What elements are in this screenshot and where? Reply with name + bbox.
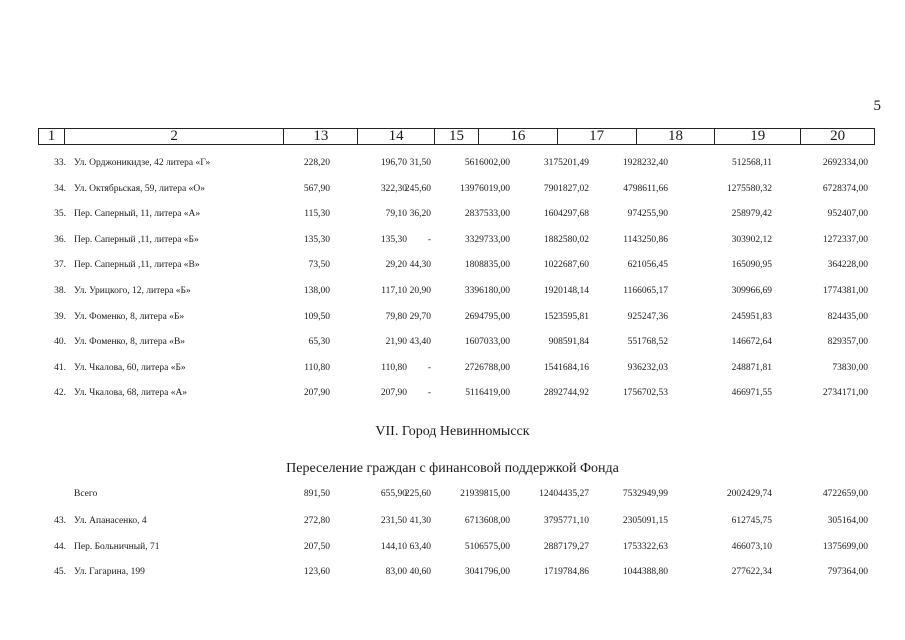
row-value-col-13: 115,30 [304, 209, 330, 220]
row-value-col-15: 245,60 [404, 183, 431, 194]
row-number: 36. [54, 234, 66, 245]
row-value-col-18: 621056,45 [627, 260, 668, 271]
row-address: Ул. Урицкого, 12, литера «Б» [74, 286, 191, 296]
row-value-col-20: 6728374,00 [822, 183, 868, 194]
total-row [38, 485, 875, 503]
row-value-col-13: 109,50 [303, 311, 330, 322]
row-value-col-17: 3175201,49 [543, 158, 589, 168]
row-value-col-15: 225,60 [404, 489, 431, 499]
row-address: Пер. Саперный ,11, литера «Б» [74, 234, 199, 245]
row-value-col-13: 207,50 [303, 541, 330, 552]
row-value-col-14: 144,10 [380, 541, 407, 552]
row-value-col-13: 891,50 [303, 489, 330, 499]
section-city-title: VII. Город Невинномысск [375, 424, 530, 439]
row-value-col-18: 1928232,40 [622, 158, 668, 168]
row-number: 33. [54, 158, 66, 168]
row-number: 42. [54, 388, 66, 399]
row-value-col-14: 231,50 [380, 516, 407, 526]
row-value-col-15: 63,40 [409, 541, 431, 552]
row-value-col-19: 165090,95 [731, 260, 772, 271]
row-value-col-18: 936232,03 [627, 362, 668, 373]
header-col-20: 20 [830, 128, 846, 144]
row-value-col-15: - [427, 362, 431, 373]
row-value-col-18: 1044388,80 [622, 567, 668, 577]
row-value-col-19: 245951,83 [731, 311, 772, 322]
row-number: 41. [54, 362, 66, 373]
row-value-col-17: 1523595,81 [543, 311, 589, 322]
row-value-col-18: 7532949,99 [622, 489, 668, 499]
row-value-col-16: 21939815,00 [460, 489, 510, 499]
row-value-col-19: 1275580,32 [726, 183, 772, 194]
table-row [38, 308, 875, 326]
row-value-col-14: 21,90 [385, 337, 407, 348]
row-number: 35. [54, 209, 66, 220]
row-value-col-15: 41,30 [409, 516, 431, 526]
row-value-col-16: 3396180,00 [464, 286, 510, 296]
row-value-col-16: 1607033,00 [464, 337, 510, 348]
row-value-col-19: 512568,11 [731, 158, 772, 168]
table-row [38, 563, 875, 581]
row-number: 39. [54, 311, 66, 322]
row-value-col-15: - [427, 388, 431, 399]
row-address: Ул. Фоменко, 8, литера «Б» [74, 311, 185, 322]
row-value-col-16: 5106575,00 [464, 541, 510, 552]
row-value-col-14: 110,80 [381, 362, 407, 373]
table-row [38, 538, 875, 556]
page-number: 5 [873, 98, 881, 114]
row-address: Пер. Саперный, 11, литера «А» [74, 209, 201, 220]
row-value-col-19: 146672,64 [731, 337, 772, 348]
row-value-col-19: 466073,10 [731, 541, 772, 552]
table-row [38, 231, 875, 249]
row-value-col-18: 551768,52 [627, 337, 668, 348]
row-value-col-16: 2726788,00 [464, 362, 510, 373]
row-value-col-16: 6713608,00 [464, 516, 510, 526]
row-value-col-19: 2002429,74 [726, 489, 772, 499]
row-value-col-18: 1166065,17 [623, 286, 668, 296]
row-value-col-13: 73,50 [308, 260, 330, 271]
row-value-col-13: 207,90 [303, 388, 330, 399]
row-value-col-18: 925247,36 [627, 311, 668, 322]
row-value-col-17: 1022687,60 [543, 260, 589, 271]
row-value-col-20: 797364,00 [827, 567, 868, 577]
row-value-col-18: 4798611,66 [623, 183, 668, 194]
table-row [38, 180, 875, 198]
row-value-col-14: 79,80 [385, 311, 407, 322]
row-value-col-13: 567,90 [303, 183, 330, 194]
row-value-col-17: 908591,84 [548, 337, 589, 348]
row-value-col-17: 1882580,02 [543, 234, 589, 245]
header-col-2: 2 [65, 129, 284, 144]
row-value-col-15: 20,90 [409, 286, 431, 296]
row-value-col-14: 207,90 [380, 388, 407, 399]
row-value-col-20: 2692334,00 [822, 158, 868, 168]
row-value-col-13: 138,00 [303, 286, 330, 296]
row-value-col-14: 117,10 [381, 286, 407, 296]
row-value-col-16: 1808835,00 [464, 260, 510, 271]
header-col-13: 13 [284, 129, 358, 144]
table-row [38, 384, 875, 402]
table-row [38, 282, 875, 300]
row-value-col-14: 79,10 [385, 209, 407, 220]
row-address: Ул. Орджоникидзе, 42 литера «Г» [74, 158, 211, 168]
row-value-col-20: 829357,00 [827, 337, 868, 348]
row-value-col-13: 272,80 [303, 516, 330, 526]
row-value-col-20: 305164,00 [827, 516, 868, 526]
row-value-col-15: 43,40 [409, 337, 431, 348]
row-address: Ул. Чкалова, 68, литера «А» [74, 388, 188, 399]
row-number: 44. [54, 541, 66, 552]
row-value-col-15: 36,20 [409, 209, 431, 220]
row-number: 34. [54, 183, 66, 194]
header-col-16: 16 [479, 129, 558, 144]
row-value-col-17: 1920148,14 [543, 286, 589, 296]
row-number: 40. [54, 337, 66, 348]
row-value-col-16: 3329733,00 [464, 234, 510, 245]
row-value-col-20: 952407,00 [827, 209, 868, 220]
table-row [38, 205, 875, 223]
row-value-col-18: 1143250,86 [623, 234, 668, 245]
row-number: 45. [54, 567, 66, 577]
row-value-col-17: 1541684,16 [543, 362, 589, 373]
table-row [38, 154, 875, 172]
row-value-col-18: 1756702,53 [622, 388, 668, 399]
row-value-col-19: 303902,12 [731, 234, 772, 245]
header-col-1: 1 [39, 129, 65, 144]
row-value-col-20: 1375699,00 [822, 541, 868, 552]
row-value-col-17: 3795771,10 [543, 516, 589, 526]
row-value-col-19: 466971,55 [731, 388, 772, 399]
row-value-col-17: 12404435,27 [539, 489, 589, 499]
row-address: Пер. Больничный, 71 [74, 541, 160, 552]
row-value-col-13: 228,20 [303, 158, 330, 168]
section-subtitle: Переселение граждан с финансовой поддержкой Фонда [286, 461, 619, 476]
table-row [38, 333, 875, 351]
row-value-col-20: 824435,00 [827, 311, 868, 322]
row-value-col-15: - [427, 234, 431, 245]
header-col-15: 15 [435, 129, 479, 144]
row-value-col-17: 1719784,86 [543, 567, 589, 577]
row-value-col-16: 3041796,00 [464, 567, 510, 577]
row-value-col-15: 29,70 [409, 311, 431, 322]
row-value-col-14: 135,30 [380, 234, 407, 245]
row-value-col-17: 2892744,92 [543, 388, 589, 399]
row-value-col-17: 7901827,02 [543, 183, 589, 194]
row-address: Всего [74, 489, 98, 499]
row-value-col-13: 110,80 [304, 362, 330, 373]
row-value-col-19: 309966,69 [731, 286, 772, 296]
row-address: Ул. Гагарина, 199 [74, 567, 145, 577]
row-value-col-15: 44,30 [409, 260, 431, 271]
table-row [38, 512, 875, 530]
row-value-col-19: 258979,42 [731, 209, 772, 220]
header-col-18: 18 [637, 129, 716, 144]
row-value-col-19: 612745,75 [731, 516, 772, 526]
row-value-col-18: 1753322,63 [622, 541, 668, 552]
row-number: 37. [54, 260, 66, 271]
row-value-col-20: 4722659,00 [822, 489, 868, 499]
row-address: Ул. Фоменко, 8, литера «В» [74, 337, 186, 348]
table-header [38, 128, 875, 145]
row-value-col-14: 655,90 [380, 489, 407, 499]
row-value-col-13: 135,30 [303, 234, 330, 245]
row-value-col-15: 40,60 [409, 567, 431, 577]
row-value-col-20: 364228,00 [827, 260, 868, 271]
row-value-col-18: 974255,90 [627, 209, 668, 220]
row-value-col-17: 1604297,68 [543, 209, 589, 220]
row-value-col-16: 2694795,00 [464, 311, 510, 322]
row-value-col-14: 196,70 [380, 158, 407, 168]
row-value-col-19: 277622,34 [731, 567, 772, 577]
row-value-col-16: 13976019,00 [460, 183, 510, 194]
row-address: Пер. Саперный ,11, литера «В» [74, 260, 200, 271]
row-value-col-14: 322,30 [380, 183, 407, 194]
row-address: Ул. Октябрьская, 59, литера «О» [74, 183, 205, 194]
row-value-col-15: 31,50 [409, 158, 431, 168]
row-value-col-14: 29,20 [385, 260, 407, 271]
table-row [38, 256, 875, 274]
header-col-14: 14 [358, 129, 435, 144]
row-value-col-20: 73830,00 [832, 362, 868, 373]
row-value-col-16: 5116419,00 [465, 388, 510, 399]
header-col-17: 17 [558, 129, 637, 144]
row-value-col-13: 65,30 [308, 337, 330, 348]
row-value-col-16: 5616002,00 [464, 158, 510, 168]
row-value-col-17: 2887179,27 [543, 541, 589, 552]
row-value-col-16: 2837533,00 [464, 209, 510, 220]
row-value-col-20: 1272337,00 [822, 234, 868, 245]
header-col-19: 19 [715, 129, 801, 144]
row-number: 38. [54, 286, 66, 296]
row-value-col-19: 248871,81 [731, 362, 772, 373]
row-address: Ул. Чкалова, 60, литера «Б» [74, 362, 186, 373]
row-address: Ул. Апанасенко, 4 [74, 516, 147, 526]
row-value-col-20: 1774381,00 [822, 286, 868, 296]
row-value-col-18: 2305091,15 [622, 516, 668, 526]
row-value-col-13: 123,60 [303, 567, 330, 577]
row-value-col-20: 2734171,00 [822, 388, 868, 399]
table-row [38, 359, 875, 377]
row-value-col-14: 83,00 [385, 567, 407, 577]
row-number: 43. [54, 516, 66, 526]
